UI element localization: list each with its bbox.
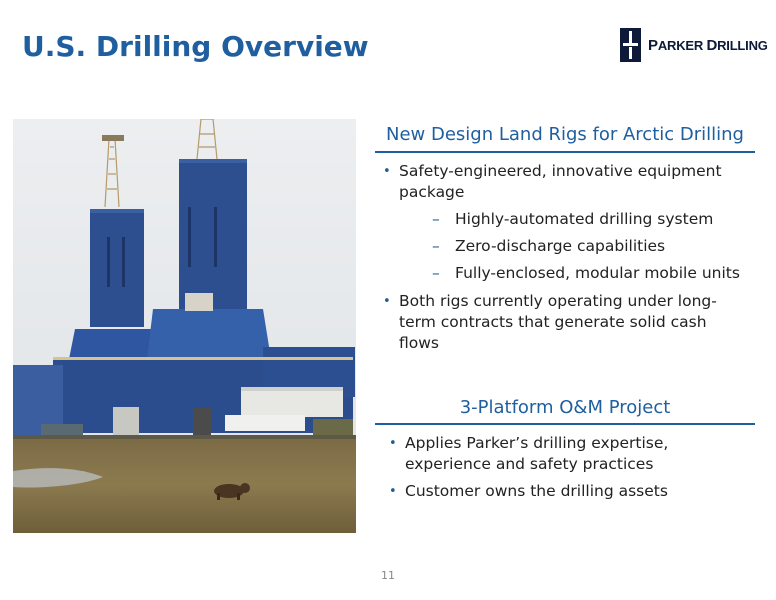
parker-logo-icon xyxy=(620,28,641,62)
dash-icon: – xyxy=(432,237,440,255)
platform-bullet xyxy=(389,433,689,475)
section-platform-rule xyxy=(375,423,755,425)
section-platform-heading: 3-Platform O&M Project xyxy=(459,397,671,418)
platform-bullet-text: Applies Parker’s drilling expertise, experience and safety practices xyxy=(405,434,669,473)
dash-icon: – xyxy=(432,264,440,282)
slide-title: U.S. Drilling Overview xyxy=(22,30,369,63)
section-arctic-rule xyxy=(375,151,755,153)
arctic-bullet-2-text: Both rigs currently operating under long-term contracts that generate solid cash flows xyxy=(399,292,717,352)
logo-rest-2: RILLING xyxy=(717,38,768,53)
arctic-sub-item xyxy=(432,236,752,257)
bullet-dot-icon: • xyxy=(383,294,391,309)
platform-bullet xyxy=(389,481,729,502)
platform-bullet-text: Customer owns the drilling assets xyxy=(405,482,668,500)
arctic-bullet-2 xyxy=(383,291,728,354)
arctic-drilling-rigs-photo xyxy=(13,119,356,533)
bullet-dot-icon: • xyxy=(389,484,397,499)
dash-icon: – xyxy=(432,210,440,228)
logo-initial-1: P xyxy=(648,37,658,54)
logo-rest-1: ARKER xyxy=(657,38,707,53)
arctic-sub-item-text: Highly-automated drilling system xyxy=(455,210,714,228)
arctic-sub-item xyxy=(432,263,752,284)
page-number: 11 xyxy=(381,569,395,582)
bullet-dot-icon: • xyxy=(383,164,391,179)
section-arctic-heading: New Design Land Rigs for Arctic Drilling xyxy=(386,124,744,145)
arctic-sub-item-text: Zero-discharge capabilities xyxy=(455,237,666,255)
logo-wordmark xyxy=(648,37,768,54)
arctic-bullet-1-text: Safety-engineered, innovative equipment package xyxy=(399,162,722,201)
arctic-sub-item xyxy=(432,209,752,230)
logo-initial-2: D xyxy=(706,37,718,54)
arctic-sub-item-text: Fully-enclosed, modular mobile units xyxy=(455,264,740,282)
bullet-dot-icon: • xyxy=(389,436,397,451)
arctic-bullet-1 xyxy=(383,161,743,203)
parker-drilling-logo xyxy=(620,28,768,64)
